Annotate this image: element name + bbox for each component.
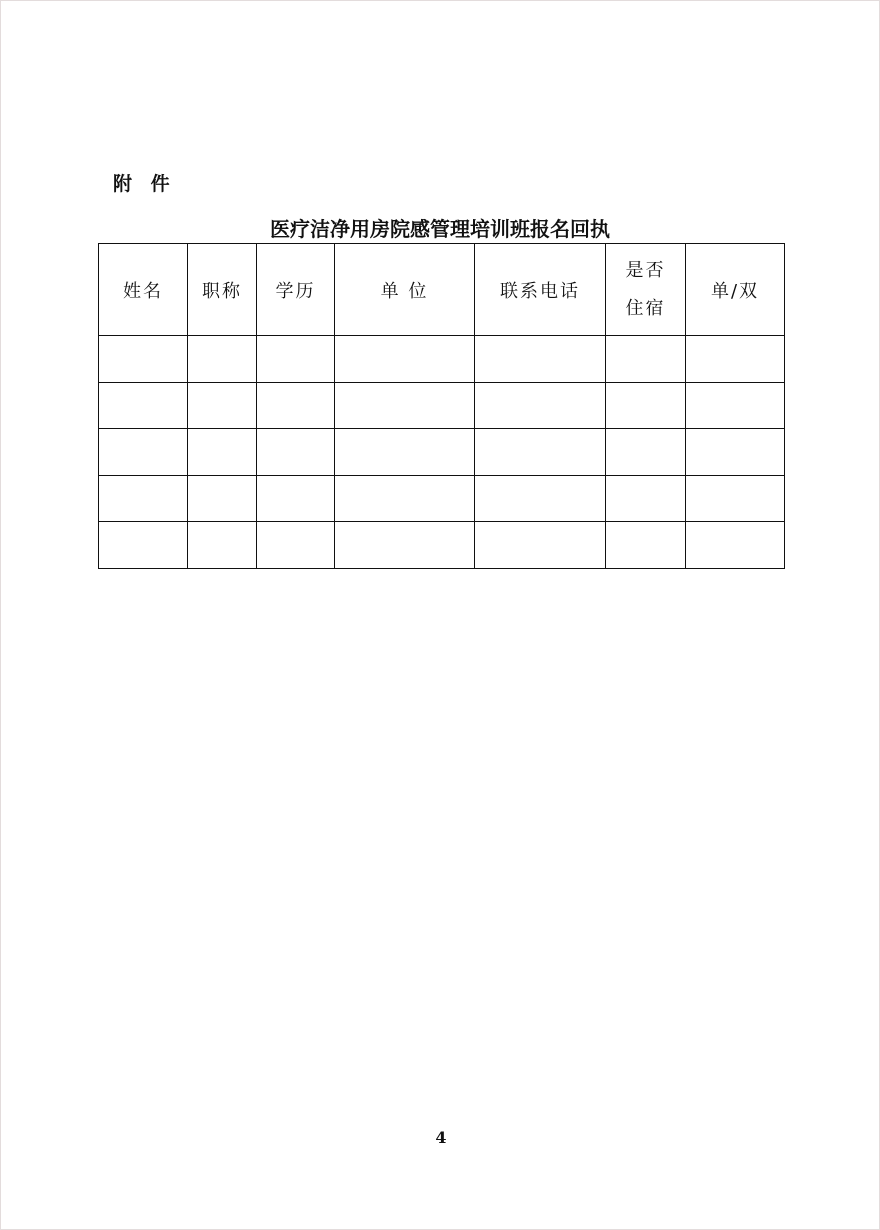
table-header-row bbox=[99, 244, 785, 336]
unit-cell[interactable] bbox=[335, 429, 475, 476]
unit-cell[interactable] bbox=[335, 522, 475, 569]
lodging-cell[interactable] bbox=[606, 475, 686, 522]
header-unit: 单 位 bbox=[335, 244, 475, 336]
room-type-cell[interactable] bbox=[686, 429, 785, 476]
registration-table bbox=[98, 243, 785, 569]
education-cell[interactable] bbox=[257, 336, 335, 383]
header-phone: 联系电话 bbox=[475, 244, 606, 336]
lodging-cell[interactable] bbox=[606, 429, 686, 476]
job-title-cell[interactable] bbox=[188, 522, 257, 569]
room-type-cell[interactable] bbox=[686, 336, 785, 383]
header-name: 姓名 bbox=[99, 244, 188, 336]
phone-cell[interactable] bbox=[475, 336, 606, 383]
room-type-cell[interactable] bbox=[686, 382, 785, 429]
education-cell[interactable] bbox=[257, 382, 335, 429]
name-cell[interactable] bbox=[99, 336, 188, 383]
room-type-cell[interactable] bbox=[686, 522, 785, 569]
education-cell[interactable] bbox=[257, 522, 335, 569]
table-row bbox=[99, 429, 785, 476]
room-type-cell[interactable] bbox=[686, 475, 785, 522]
phone-cell[interactable] bbox=[475, 382, 606, 429]
header-education: 学历 bbox=[257, 244, 335, 336]
name-cell[interactable] bbox=[99, 429, 188, 476]
job-title-cell[interactable] bbox=[188, 382, 257, 429]
phone-cell[interactable] bbox=[475, 522, 606, 569]
table-row bbox=[99, 382, 785, 429]
phone-cell[interactable] bbox=[475, 429, 606, 476]
page-number: 4 bbox=[435, 1128, 447, 1147]
education-cell[interactable] bbox=[257, 429, 335, 476]
header-lodging bbox=[606, 244, 686, 336]
lodging-cell[interactable] bbox=[606, 382, 686, 429]
unit-cell[interactable] bbox=[335, 382, 475, 429]
lodging-cell[interactable] bbox=[606, 522, 686, 569]
table-row bbox=[99, 336, 785, 383]
attachment-label: 附 件 bbox=[113, 173, 176, 195]
education-cell[interactable] bbox=[257, 475, 335, 522]
job-title-cell[interactable] bbox=[188, 429, 257, 476]
phone-cell[interactable] bbox=[475, 475, 606, 522]
name-cell[interactable] bbox=[99, 522, 188, 569]
header-room-type: 单/双 bbox=[686, 244, 785, 336]
unit-cell[interactable] bbox=[335, 475, 475, 522]
lodging-cell[interactable] bbox=[606, 336, 686, 383]
table-row bbox=[99, 522, 785, 569]
table-row bbox=[99, 475, 785, 522]
unit-cell[interactable] bbox=[335, 336, 475, 383]
name-cell[interactable] bbox=[99, 475, 188, 522]
name-cell[interactable] bbox=[99, 382, 188, 429]
header-job-title: 职称 bbox=[188, 244, 257, 336]
form-title: 医疗洁净用房院感管理培训班报名回执 bbox=[270, 217, 610, 241]
job-title-cell[interactable] bbox=[188, 336, 257, 383]
header-lodging-line1: 是否 bbox=[625, 259, 666, 281]
job-title-cell[interactable] bbox=[188, 475, 257, 522]
header-lodging-line2: 住宿 bbox=[625, 297, 666, 319]
